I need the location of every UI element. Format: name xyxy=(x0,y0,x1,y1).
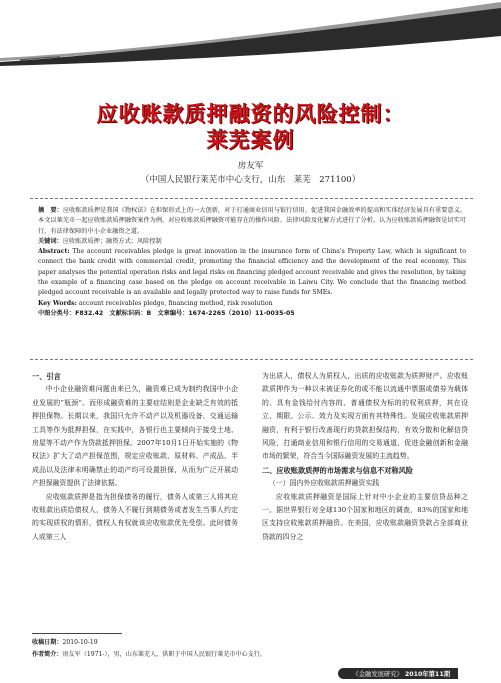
classification-line: 中图分类号：F832.42 文献标识码：B 文章编号：1674-2265（2010）11-0035-05 xyxy=(38,309,295,317)
journal-issue: 2010年第11期 xyxy=(404,671,450,678)
abstract-en-text: The account receivables pledge is great innovation in the insurance form of China's Property Law, which is significant to connect the bank credit with commercial credit, promoting the financial efficiency and the development of the real economy. This paper analyses the potential operation risks and legal risks on financing pledged account receivable and gives the resolution, by taking the example of a financing case based on the pledge on account receivable in Laiwu City. We conclude that the financing method pledged account receivable is an available and legally protected way to raise funds for SMEs. xyxy=(38,248,466,297)
keywords-en-label: Key Words: xyxy=(38,299,77,307)
author-affiliation: （中国人民银行莱芜市中心支行，山东 莱芜 271100） xyxy=(140,175,361,185)
section-tag: 案例研究 xyxy=(400,48,443,58)
author-bio-text: 房友军（1971-），男，山东莱芜人，供职于中国人民银行莱芜市中心支行。 xyxy=(62,651,266,658)
article-title-line-1: 应收账款质押融资的风险控制： xyxy=(96,102,405,126)
abstract-cn xyxy=(38,206,466,237)
keywords-cn-text: 应收账款质押；融资方式；风险控制 xyxy=(62,237,162,245)
keywords-cn xyxy=(38,237,466,247)
journal-name: 《金融发展研究》 xyxy=(352,671,403,678)
subsection-heading-practice: （一）国内外应收账款质押融资实践 xyxy=(268,479,380,488)
body-paragraph: 应收账款质押是指为担保债务的履行，债务人或第三人将其应收账款出质给债权人，债务人不履行到期债务或者发生当事人约定的实现质权的情形，债权人有权就该应收账款优先受偿。此时债务人或第三人 xyxy=(32,492,238,541)
author-bio-label: 作者简介： xyxy=(32,651,63,658)
body-paragraph: 应收账款质押融资是国际上针对中小企业的主要信贷品种之一。据世界银行对全球130个国家和地区的调查，83%的国家和地区支持应收账款质押融资。在美国，应收账款融资贷款占全部商业贷款的四分之 xyxy=(262,492,468,541)
body-paragraph: 中小企业融资难问题由来已久，融资难已成为制约我国中小企业发展的“瓶颈”。而形成融资难的主要症结则是企业缺乏有效的抵押担保物。长期以来，我国只允许不动产以及机器设备、交通运输工具等作为抵押担保，在实践中，各银行也主要倾向于接受土地、房屋等不动产作为贷款抵押担保。2007年10月1日开始实施的《物权法》扩大了动产担保范围，规定应收账款、原材料、产成品、半成品以及法律未明确禁止的动产均可设置担保，从而为广泛开展动产担保融资提供了法律依据。 xyxy=(32,385,238,488)
footnote-rule xyxy=(32,633,122,634)
abstract-en xyxy=(38,247,466,298)
body-paragraph: 为出质人，债权人为质权人，出质的应收账款为质押财产。应收账款质押作为一种以未被证券化的或不能以流通中票据或债券为载体的、具有金钱给付内容的、普通债权为标的的权利质押，其在设立、期限、公示、效力及实现方面有其特殊性。发展应收账款质押融资，有利于银行改善现行的贷款担保结构，有效分散和化解信贷风险，打通商业信用和银行信用的交易通道，促进金融创新和金融市场的繁荣，符合当今国际融资发展的主流趋势。 xyxy=(262,372,468,461)
section-heading-market-demand: 二、应收账款质押的市场需求与信息不对称风险 xyxy=(262,465,413,475)
keywords-en xyxy=(38,299,466,309)
author-name: 房友军 xyxy=(237,161,264,171)
footnote xyxy=(32,637,266,661)
abstract-cn-label: 摘 要： xyxy=(38,207,63,214)
keywords-cn-label: 关键词： xyxy=(38,237,63,245)
article-title-line-2: 莱芜案例 xyxy=(206,128,295,152)
abstract-top-divider xyxy=(30,198,473,199)
author-bio xyxy=(32,649,266,661)
body-column-right xyxy=(262,370,468,544)
abstract-bottom-divider xyxy=(30,359,473,360)
journal-footer xyxy=(338,668,458,679)
received-label: 收稿日期： xyxy=(32,639,63,646)
body-column-left xyxy=(32,370,238,544)
received-value: 2010-10-19 xyxy=(62,639,98,646)
abstract-en-label: Abstract: xyxy=(38,248,70,256)
abstract-cn-text: 应收账款质押是我国《物权法》在担保形式上的一大创新，对于打通商业信用与银行信用、促进我国金融效率的提高和实体经济发展具有重要意义。本文以莱芜市一起应收账款质押融资案件为例，对应收账款质押融资可能存在的操作风险、法律风险及化解方式进行了分析，认为应收账款质押融资是切实可行、有法律保障的中小企业融资之道。 xyxy=(38,207,466,235)
header-band xyxy=(0,0,501,68)
abstract-block xyxy=(38,206,466,319)
received-date xyxy=(32,637,266,649)
keywords-en-text: account receivables pledge, financing method, risk resolution xyxy=(78,299,273,307)
section-heading-intro: 一、引言 xyxy=(32,372,61,381)
